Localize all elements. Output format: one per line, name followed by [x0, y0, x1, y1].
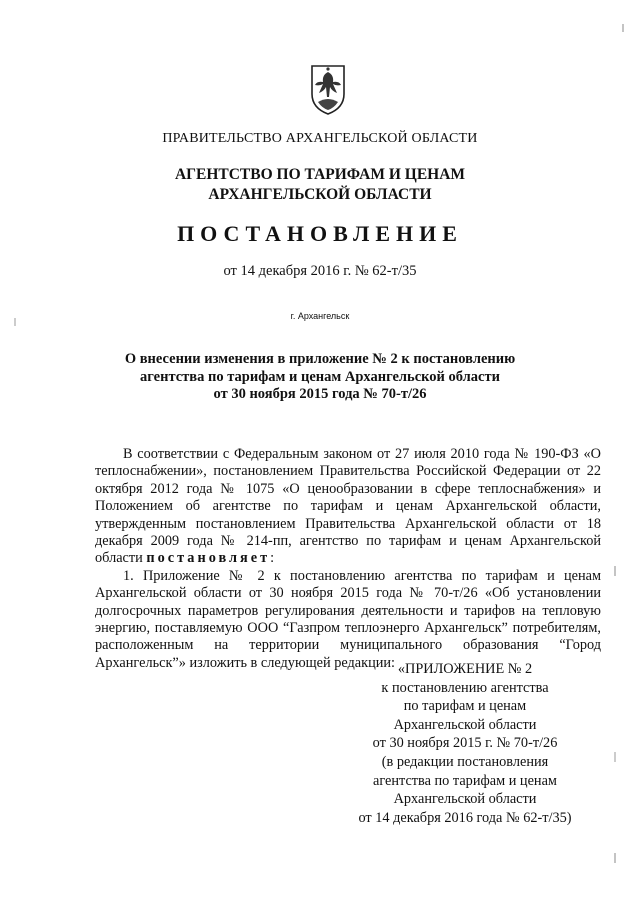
- document-type-title: ПОСТАНОВЛЕНИЕ: [177, 221, 463, 246]
- annex-line: к постановлению агентства: [381, 679, 549, 696]
- agency-name-line1: АГЕНТСТВО ПО ТАРИФАМ И ЦЕНАМ: [174, 166, 466, 183]
- annex-line: «ПРИЛОЖЕНИЕ № 2: [397, 661, 533, 677]
- scan-speck: [612, 853, 618, 863]
- annex-line: Архангельской области: [393, 791, 537, 808]
- subject-line3: от 30 ноября 2015 года № 70-т/26: [213, 386, 427, 402]
- document-date-number: от 14 декабря 2016 г. № 62-т/35: [223, 263, 417, 279]
- government-name: ПРАВИТЕЛЬСТВО АРХАНГЕЛЬСКОЙ ОБЛАСТИ: [162, 131, 478, 146]
- decree-word: постановляет: [146, 550, 271, 567]
- scan-speck: [620, 24, 626, 32]
- scan-speck: [12, 318, 18, 326]
- coat-of-arms-emblem: [308, 60, 348, 116]
- document-body: [95, 446, 601, 672]
- agency-name-line2: АРХАНГЕЛЬСКОЙ ОБЛАСТИ: [208, 186, 432, 203]
- annex-line: (в редакции постановления: [381, 753, 549, 770]
- annex-line: по тарифам и ценам: [403, 698, 527, 715]
- scan-speck: [612, 566, 618, 576]
- annex-line: агентства по тарифам и ценам: [373, 772, 557, 789]
- preamble-text: В соответствии с Федеральным законом от 27 июля 2010 года № 190-ФЗ «О теплоснабжении», постановлением Правительства Российской Федерации от 22 октября 2012 года № 1075 «О ценообразовании в сфере теплоснабжения» и Положением об агентстве по тарифам и ценам Архангельской области, утвержденным постановлением Правительства Архангельской области от 18 декабря 2009 года № 214-пп, агентство по тарифам и ценам Архангельской области: [95, 446, 601, 567]
- annex-line: от 30 ноября 2015 г. № 70-т/26: [372, 735, 558, 752]
- document-city: г. Архангельск: [290, 311, 350, 321]
- subject-line2: агентства по тарифам и ценам Архангельской области: [140, 368, 500, 385]
- annex-heading: [330, 660, 600, 827]
- annex-line: Архангельской области: [393, 716, 537, 733]
- annex-line: от 14 декабря 2016 года № 62-т/35): [358, 809, 572, 826]
- body-paragraph-item1: 1. Приложение № 2 к постановлению агентства по тарифам и ценам Архангельской области от 30 ноября 2015 года № 70-т/26 «Об установлении долгосрочных параметров регулирования деятельности и тарифов на тепловую энергию, поставляемую ООО “Газпром теплоэнерго Архангельск” потребителям, расположенным на территории муниципального образования “Город Архангельск”» изложить в следующей редакции:: [95, 567, 601, 671]
- document-subject: [0, 351, 640, 404]
- agency-name: [0, 165, 640, 205]
- subject-line1: О внесении изменения в приложение № 2 к постановлению: [124, 351, 516, 367]
- body-paragraph-preamble: В соответствии с Федеральным законом от 27 июля 2010 года № 190-ФЗ «О теплоснабжении», постановлением Правительства Российской Федерации от 22 октября 2012 года № 1075 «О ценообразовании в сфере теплоснабжения» и Положением об агентстве по тарифам и ценам Архангельской области, утвержденным постановлением Правительства Архангельской области от 18 декабря 2009 года № 214-пп, агентство по тарифам и ценам Архангельской области постановляет:: [95, 446, 601, 567]
- scan-speck: [612, 752, 618, 762]
